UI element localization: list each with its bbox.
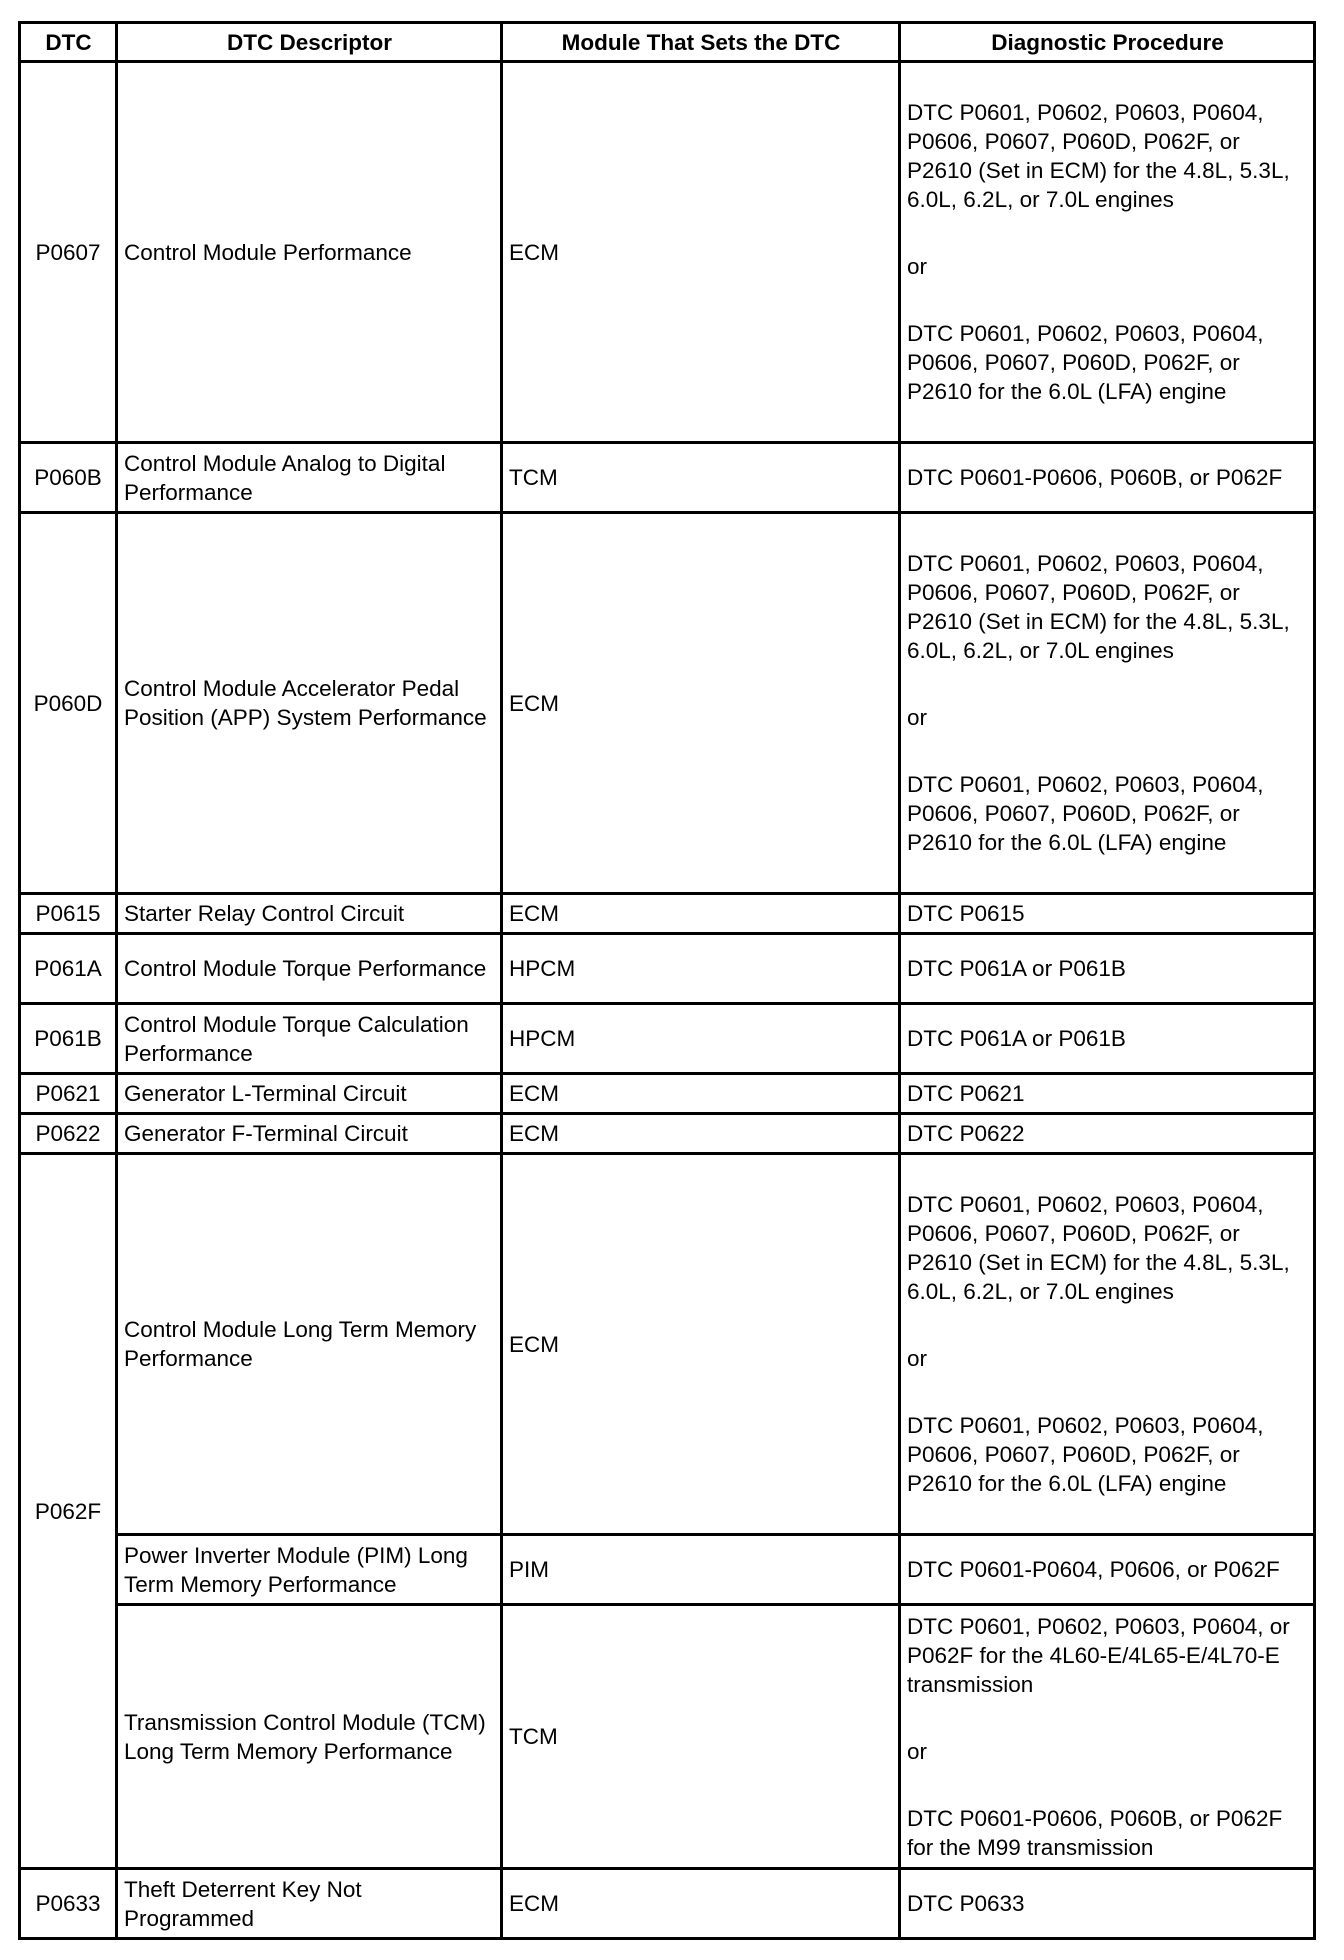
procedure-or: or	[907, 1346, 928, 1371]
dtc-descriptor: Generator F-Terminal Circuit	[117, 1114, 502, 1154]
diagnostic-procedure: DTC P061A or P061B	[900, 934, 1315, 1004]
procedure-text: DTC P0601, P0602, P0603, P0604, or P062F for the 4L60-E/4L65-E/4L70-E transmission	[907, 1613, 1290, 1697]
dtc-module: ECM	[502, 513, 900, 894]
procedure-text: DTC P0601, P0602, P0603, P0604, P0606, P0607, P060D, P062F, or P2610 for the 6.0L (LFA) engine	[907, 1413, 1264, 1496]
dtc-code: P0621	[20, 1074, 117, 1114]
procedure-text: DTC P0601, P0602, P0603, P0604, P0606, P0607, P060D, P062F, or P2610 for the 6.0L (LFA) engine	[907, 321, 1264, 404]
procedure-gap	[907, 1699, 1308, 1737]
table-row	[20, 62, 1315, 443]
dtc-module: HPCM	[502, 934, 900, 1004]
dtc-module: ECM	[502, 1154, 900, 1535]
diagnostic-procedure	[900, 1154, 1315, 1535]
diagnostic-procedure	[900, 1605, 1315, 1869]
header-procedure: Diagnostic Procedure	[900, 23, 1315, 62]
procedure-or: or	[907, 254, 928, 279]
table-row	[20, 513, 1315, 894]
header-module: Module That Sets the DTC	[502, 23, 900, 62]
table-row	[20, 443, 1315, 513]
table-body	[20, 62, 1315, 1939]
table-row	[20, 894, 1315, 934]
procedure-gap	[907, 665, 1308, 703]
dtc-table	[18, 21, 1316, 1940]
dtc-module: ECM	[502, 1114, 900, 1154]
dtc-descriptor: Starter Relay Control Circuit	[117, 894, 502, 934]
dtc-code: P0615	[20, 894, 117, 934]
dtc-code: P060D	[20, 513, 117, 894]
diagnostic-procedure	[900, 62, 1315, 443]
procedure-gap	[907, 1373, 1308, 1411]
procedure-gap	[907, 1306, 1308, 1344]
dtc-descriptor: Transmission Control Module (TCM) Long Term Memory Performance	[117, 1605, 502, 1869]
procedure-text: DTC P0601-P0606, P060B, or P062F for the M99 transmission	[907, 1805, 1283, 1860]
diagnostic-procedure: DTC P0621	[900, 1074, 1315, 1114]
dtc-module: ECM	[502, 1869, 900, 1939]
dtc-descriptor: Control Module Performance	[117, 62, 502, 443]
diagnostic-procedure: DTC P061A or P061B	[900, 1004, 1315, 1074]
procedure-text: DTC P0601, P0602, P0603, P0604, P0606, P0607, P060D, P062F, or P2610 (Set in ECM) for the 4.8L, 5.3L, 6.0L, 6.2L, or 7.0L engines	[907, 551, 1290, 663]
dtc-module: ECM	[502, 62, 900, 443]
dtc-descriptor: Theft Deterrent Key Not Programmed	[117, 1869, 502, 1939]
dtc-descriptor: Control Module Accelerator Pedal Position (APP) System Performance	[117, 513, 502, 894]
table-header	[20, 23, 1315, 62]
procedure-gap	[907, 732, 1308, 770]
dtc-descriptor: Power Inverter Module (PIM) Long Term Memory Performance	[117, 1535, 502, 1605]
diagnostic-procedure	[900, 513, 1315, 894]
table-row	[20, 934, 1315, 1004]
dtc-module: ECM	[502, 1074, 900, 1114]
dtc-code: P061A	[20, 934, 117, 1004]
procedure-gap	[907, 214, 1308, 252]
procedure-or: or	[907, 1738, 928, 1764]
dtc-descriptor: Control Module Analog to Digital Performance	[117, 443, 502, 513]
dtc-descriptor: Control Module Long Term Memory Performance	[117, 1154, 502, 1535]
header-descriptor: DTC Descriptor	[117, 23, 502, 62]
dtc-code: P0633	[20, 1869, 117, 1939]
procedure-gap	[907, 1766, 1308, 1804]
diagnostic-procedure: DTC P0601-P0604, P0606, or P062F	[900, 1535, 1315, 1605]
table-row	[20, 1074, 1315, 1114]
table-row	[20, 1154, 1315, 1535]
dtc-code: P0607	[20, 62, 117, 443]
dtc-descriptor: Control Module Torque Performance	[117, 934, 502, 1004]
diagnostic-procedure: DTC P0615	[900, 894, 1315, 934]
diagnostic-procedure: DTC P0622	[900, 1114, 1315, 1154]
dtc-descriptor: Control Module Torque Calculation Performance	[117, 1004, 502, 1074]
diagnostic-procedure: DTC P0633	[900, 1869, 1315, 1939]
table-row	[20, 1004, 1315, 1074]
dtc-code: P060B	[20, 443, 117, 513]
table-row	[20, 1114, 1315, 1154]
table-row	[20, 1605, 1315, 1869]
dtc-module: PIM	[502, 1535, 900, 1605]
dtc-module: TCM	[502, 1605, 900, 1869]
dtc-module: HPCM	[502, 1004, 900, 1074]
dtc-code: P062F	[20, 1154, 117, 1869]
procedure-text: DTC P0601, P0602, P0603, P0604, P0606, P0607, P060D, P062F, or P2610 (Set in ECM) for the 4.8L, 5.3L, 6.0L, 6.2L, or 7.0L engines	[907, 100, 1290, 212]
procedure-text: DTC P0601, P0602, P0603, P0604, P0606, P0607, P060D, P062F, or P2610 (Set in ECM) for the 4.8L, 5.3L, 6.0L, 6.2L, or 7.0L engines	[907, 1192, 1290, 1304]
table-row	[20, 1535, 1315, 1605]
diagnostic-procedure: DTC P0601-P0606, P060B, or P062F	[900, 443, 1315, 513]
procedure-or: or	[907, 705, 928, 730]
dtc-module: TCM	[502, 443, 900, 513]
dtc-module: ECM	[502, 894, 900, 934]
dtc-descriptor: Generator L-Terminal Circuit	[117, 1074, 502, 1114]
header-row	[20, 23, 1315, 62]
dtc-code: P0622	[20, 1114, 117, 1154]
table-row	[20, 1869, 1315, 1939]
procedure-gap	[907, 281, 1308, 319]
procedure-text: DTC P0601, P0602, P0603, P0604, P0606, P0607, P060D, P062F, or P2610 for the 6.0L (LFA) engine	[907, 772, 1264, 855]
header-dtc: DTC	[20, 23, 117, 62]
dtc-code: P061B	[20, 1004, 117, 1074]
